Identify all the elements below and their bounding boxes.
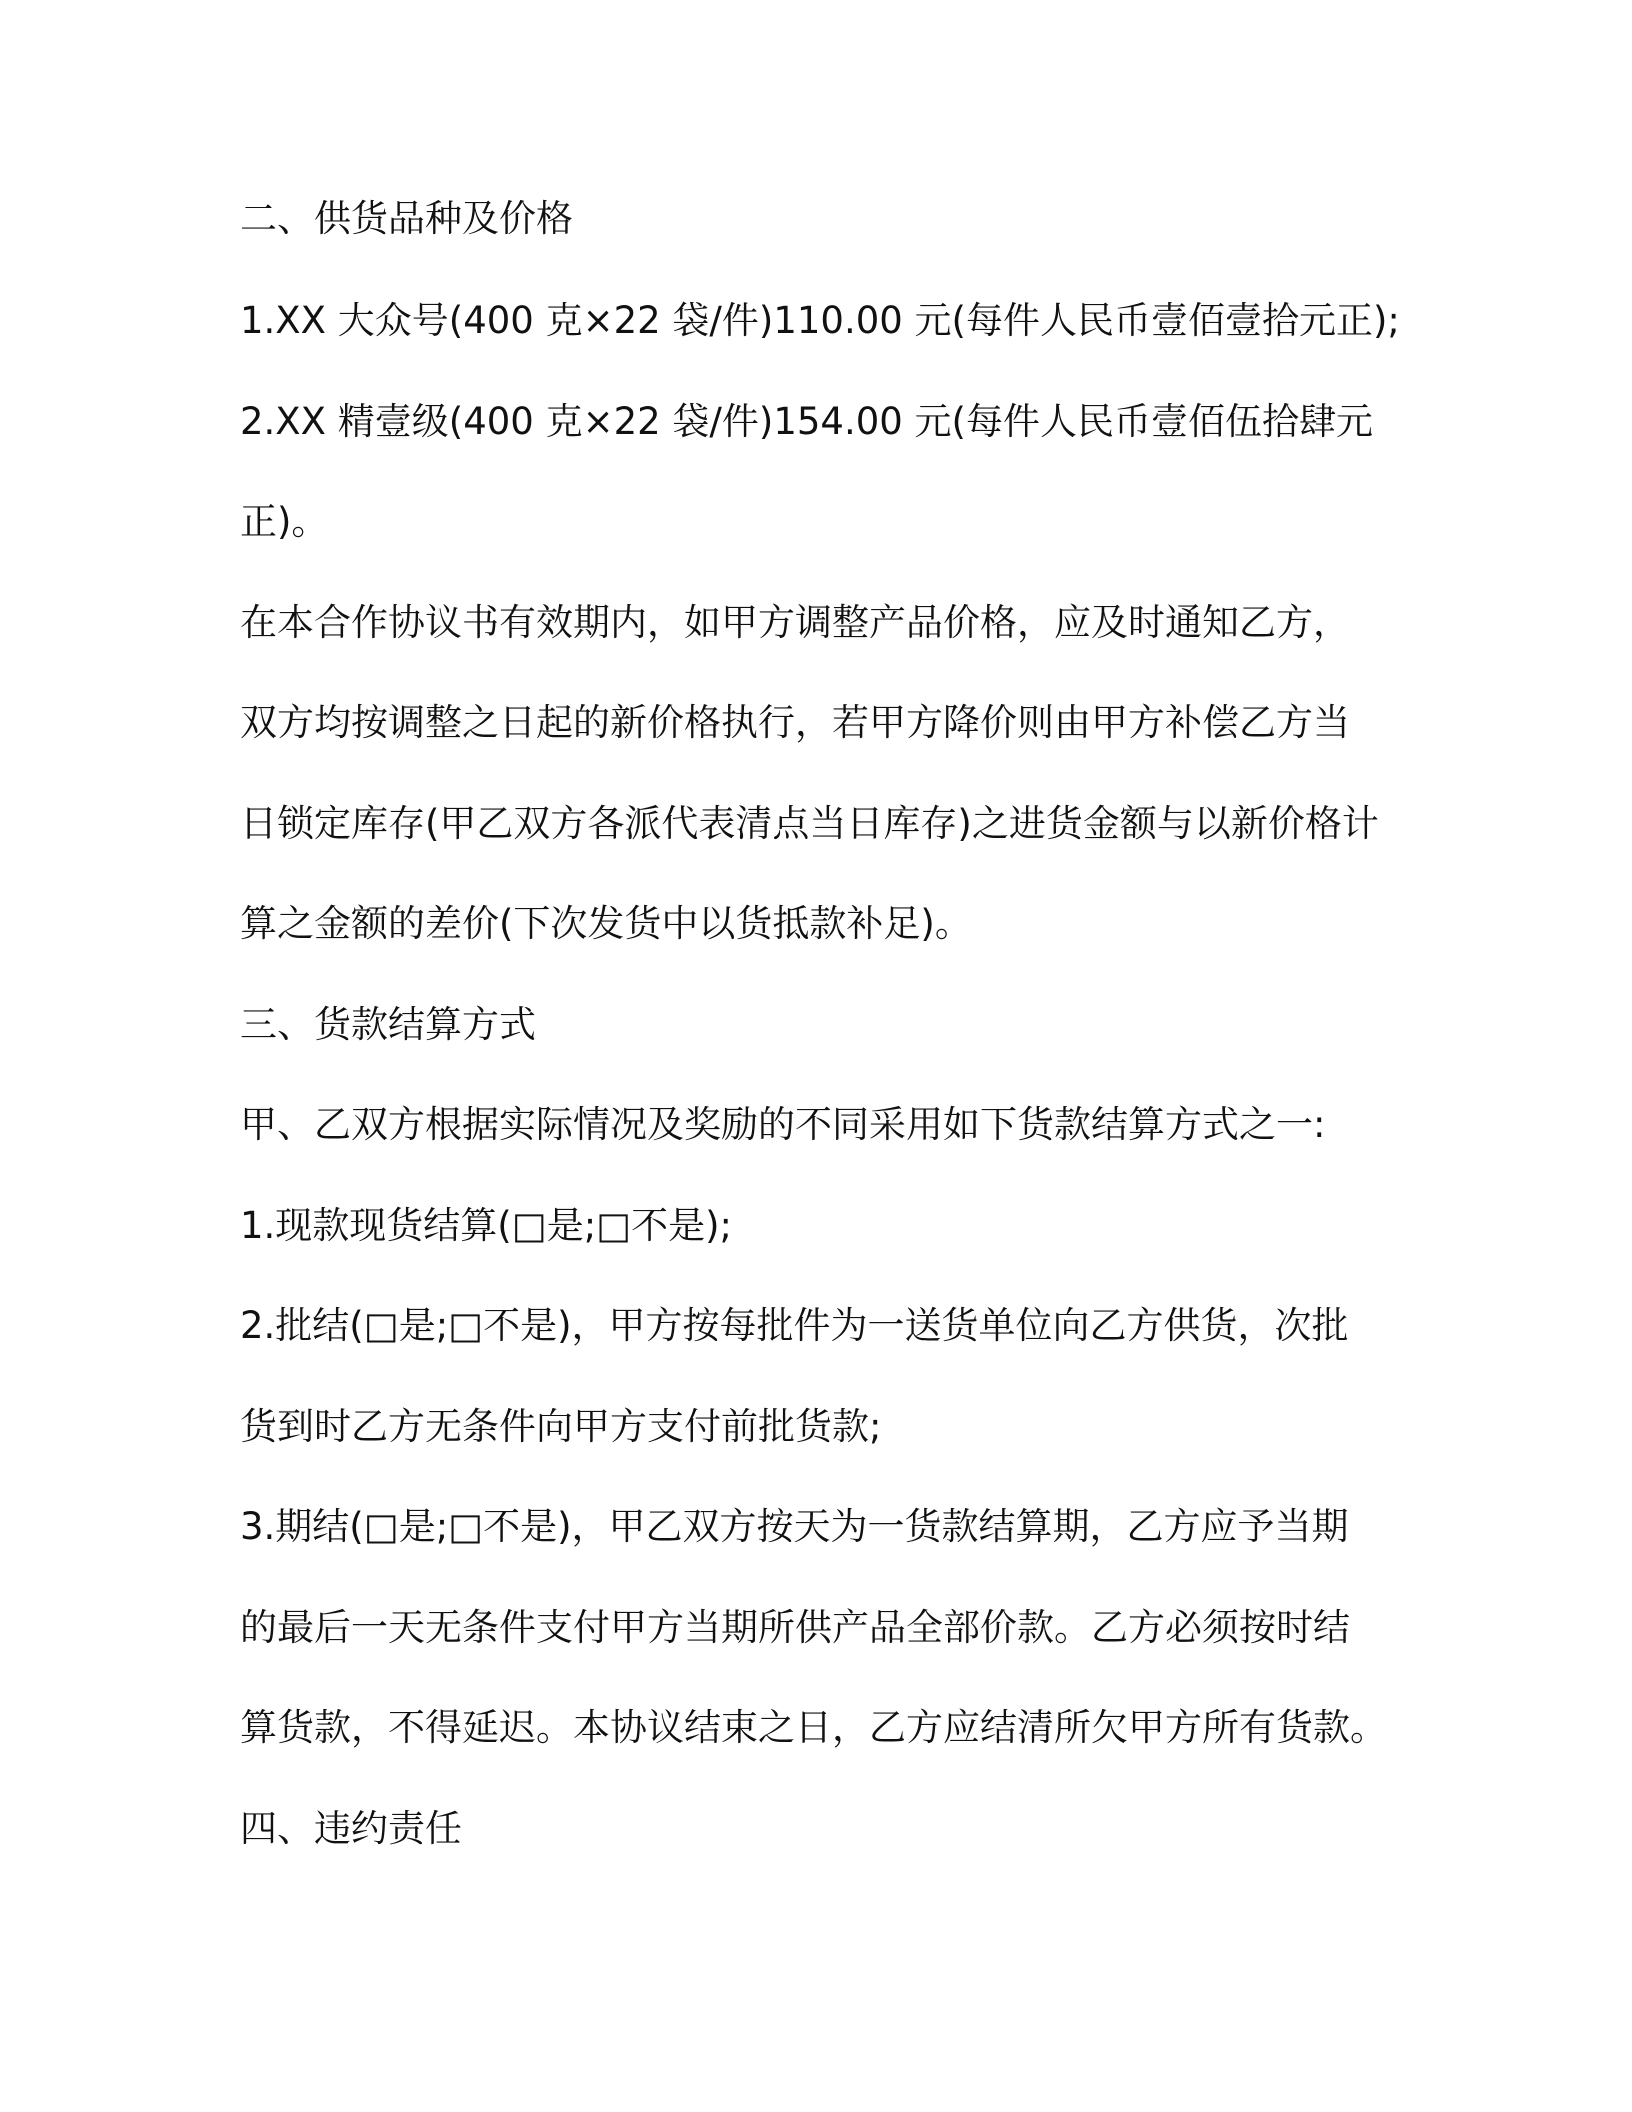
settlement-option-2: 2.批结(□是;□不是)，甲方按每批件为一送货单位向乙方供货，次批 — [240, 1304, 1349, 1347]
settlement-option-1: 1.现款现货结算(□是;□不是); — [240, 1204, 733, 1247]
settlement-option-3: 3.期结(□是;□不是)，甲乙双方按天为一货款结算期，乙方应予当期 — [240, 1505, 1349, 1548]
settlement-option-2-continued: 货到时乙方无条件向甲方支付前批货款; — [240, 1405, 882, 1448]
paragraph-line: 甲、乙双方根据实际情况及奖励的不同采用如下货款结算方式之一: — [240, 1103, 1326, 1146]
settlement-option-3-continued: 算货款，不得延迟。本协议结束之日，乙方应结清所欠甲方所有货款。 — [240, 1706, 1387, 1749]
price-item-2-continued: 正)。 — [240, 500, 329, 543]
paragraph-line: 双方均按调整之日起的新价格执行，若甲方降价则由甲方补偿乙方当 — [240, 701, 1350, 744]
paragraph-line: 日锁定库存(甲乙双方各派代表清点当日库存)之进货金额与以新价格计 — [240, 802, 1379, 845]
paragraph-line: 算之金额的差价(下次发货中以货抵款补足)。 — [240, 902, 972, 945]
settlement-option-3-continued: 的最后一天无条件支付甲方当期所供产品全部价款。乙方必须按时结 — [240, 1606, 1350, 1649]
paragraph-line: 在本合作协议书有效期内，如甲方调整产品价格，应及时通知乙方， — [240, 601, 1350, 644]
section-heading-breach-liability: 四、违约责任 — [240, 1807, 462, 1850]
section-heading-supply-varieties: 二、供货品种及价格 — [240, 197, 573, 240]
price-item-1: 1.XX 大众号(400 克×22 袋/件)110.00 元(每件人民币壹佰壹拾元正); — [240, 299, 1400, 342]
section-heading-payment-settlement: 三、货款结算方式 — [240, 1003, 536, 1046]
price-item-2: 2.XX 精壹级(400 克×22 袋/件)154.00 元(每件人民币壹佰伍拾肆元 — [240, 400, 1373, 443]
